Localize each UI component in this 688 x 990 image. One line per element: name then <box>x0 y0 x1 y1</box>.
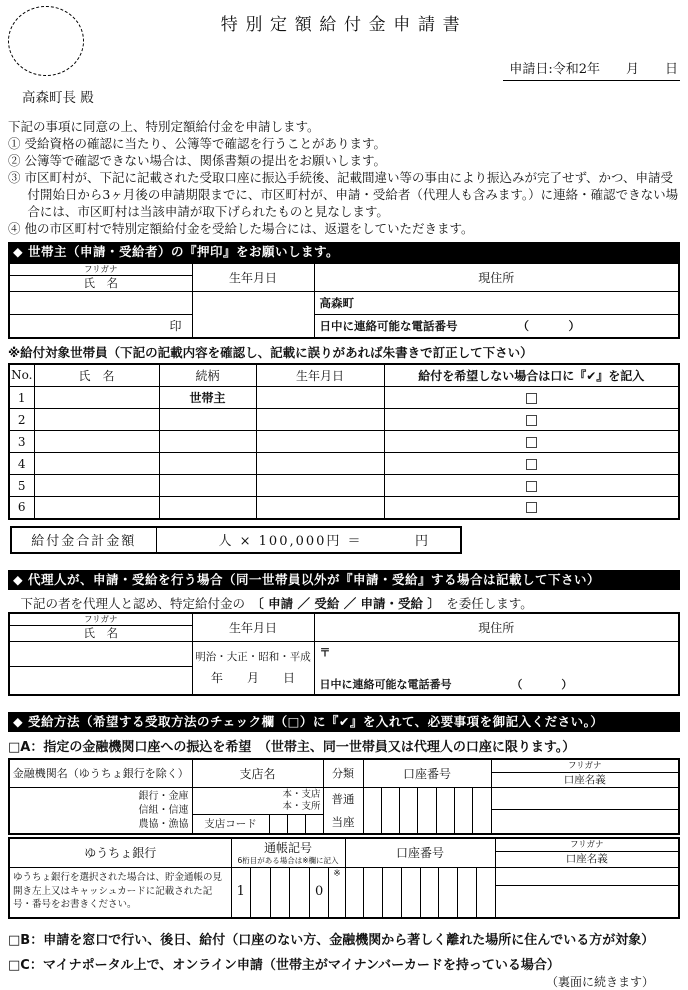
no-benefit-checkbox[interactable] <box>526 437 537 448</box>
total-formula[interactable]: 人 × 100,000円 ＝ <box>218 534 363 549</box>
member-name-input[interactable] <box>34 497 159 519</box>
agent-phone-input[interactable]: （ ） <box>511 677 587 691</box>
yucho-account-digit-box[interactable] <box>457 868 476 917</box>
application-date-field[interactable]: 申請日:令和2年 月 日 <box>503 58 680 81</box>
yucho-account-digit-box[interactable] <box>401 868 420 917</box>
holder-furigana-input[interactable] <box>492 788 679 810</box>
member-no: 3 <box>9 431 34 453</box>
member-row <box>9 497 679 519</box>
householder-phone-label: 日中に連絡可能な電話番号 <box>319 318 458 333</box>
yucho-account-table <box>8 837 680 919</box>
yucho-account-digit-box[interactable] <box>476 868 495 917</box>
option-a-checkbox-line[interactable]: □A：指定の金融機関口座への振込を希望 （世帯主、同一世帯員又は代理人の口座に限ります。） <box>8 739 576 755</box>
agent-phone-label: 日中に連絡可能な電話番号 <box>319 677 452 691</box>
no-benefit-checkbox[interactable] <box>526 481 537 492</box>
member-birthdate-input[interactable] <box>256 387 384 409</box>
yucho-account-number-label: 口座番号 <box>345 838 495 868</box>
member-no: 4 <box>9 453 34 475</box>
yucho-holder-furigana-input[interactable] <box>496 868 679 886</box>
passbook-symbol-label: 通帳記号 <box>263 840 312 855</box>
col-header-relation: 続柄 <box>159 364 256 387</box>
no-benefit-checkbox[interactable] <box>526 415 537 426</box>
yucho-bank-label: ゆうちょ銀行 <box>9 838 231 868</box>
page-title: 特別定額給付金申請書 <box>220 15 468 35</box>
member-row <box>9 431 679 453</box>
member-no: 6 <box>9 497 34 519</box>
addressee: 高森町長 殿 <box>22 90 94 106</box>
col-header-birthdate: 生年月日 <box>256 364 384 387</box>
account-digit-box[interactable] <box>399 788 417 833</box>
form-header <box>8 6 680 110</box>
member-row <box>9 387 679 409</box>
yucho-account-digit-box[interactable] <box>363 868 382 917</box>
members-note: ※給付対象世帯員（下記の記載内容を確認し、記載に誤りがあれば朱書きで訂正して下さい） <box>8 344 533 360</box>
agreement-text <box>8 118 680 237</box>
note-3: ③ 市区町村が、下記に記載された受取口座に振込手続後、記載間違い等の事由により振込みが完了せず、かつ、申請受付開始日から3ヶ月後の申請期限までに、市区町村が、申請・受給者（代理人も含みます。）に連絡・確認できない場合には、市区町村は当該申請が取下げられたものと見なします。 <box>8 170 679 219</box>
total-unit: 円 <box>414 534 428 549</box>
seal-label: 印 <box>169 319 182 334</box>
member-no: 1 <box>9 387 34 409</box>
section-header-householder: ◆ 世帯主（申請・受給者）の『押印』をお願いします。 <box>8 242 680 262</box>
institution-type[interactable]: 農協・漁協 <box>138 818 189 830</box>
member-birthdate-input[interactable] <box>256 475 384 497</box>
branch-code-digit-box[interactable] <box>305 815 323 833</box>
ymd-line[interactable]: 年 月 日 <box>210 670 295 685</box>
passbook-digit-box[interactable]: 1 <box>236 884 245 899</box>
account-digit-box[interactable] <box>364 788 381 833</box>
col-header-no-benefit: 給付を希望しない場合は口に『✔』を記入 <box>384 364 679 387</box>
account-digit-box[interactable] <box>417 788 435 833</box>
yucho-account-digit-box[interactable] <box>346 868 364 917</box>
account-digit-box[interactable] <box>454 788 472 833</box>
householder-name-seal-cell[interactable] <box>9 315 192 338</box>
total-amount-label: 給付金合計金額 <box>11 527 156 553</box>
no-benefit-checkbox[interactable] <box>526 459 537 470</box>
class-label: 分類 <box>323 759 363 788</box>
passbook-digit-box[interactable] <box>270 868 290 917</box>
member-name-input[interactable] <box>34 409 159 431</box>
householder-birthdate-input[interactable] <box>192 292 314 338</box>
householder-phone-input[interactable]: （ ） <box>517 318 595 333</box>
furigana-label: フリガナ <box>496 839 679 852</box>
address-label: 現住所 <box>314 263 679 292</box>
birthdate-label: 生年月日 <box>192 263 314 292</box>
account-number-label: 口座番号 <box>363 759 491 788</box>
member-name-input[interactable] <box>34 475 159 497</box>
passbook-digit-box[interactable] <box>250 868 270 917</box>
passbook-symbol-note: 6桁目がある場合は※欄に記入 <box>237 855 339 865</box>
branch-code-digit-box[interactable] <box>287 815 305 833</box>
agent-address-input[interactable] <box>314 641 679 695</box>
member-relation <box>159 409 256 431</box>
agent-name-input[interactable] <box>10 667 192 693</box>
delegation-pre: 下記の者を代理人と認め、特定給付金の <box>20 595 246 611</box>
member-row <box>9 453 679 475</box>
branch-code-label: 支店コード <box>204 817 257 830</box>
yucho-holder-name-input[interactable] <box>496 886 679 916</box>
member-relation <box>159 497 256 519</box>
branch-type[interactable]: 本・支店 <box>282 788 321 800</box>
yucho-account-digit-box[interactable] <box>438 868 457 917</box>
option-c-checkbox-line[interactable]: □C：マイナポータル上で、オンライン申請（世帯主がマイナンバーカードを持っている場合） <box>8 957 560 973</box>
agent-furigana-input[interactable] <box>10 642 192 667</box>
institution-name-input[interactable] <box>9 787 192 834</box>
account-digit-box[interactable] <box>381 788 399 833</box>
member-no: 5 <box>9 475 34 497</box>
yucho-account-digit-box[interactable] <box>382 868 401 917</box>
branch-name-input[interactable] <box>193 788 323 815</box>
branch-type[interactable]: 本・支所 <box>282 800 321 812</box>
continues-on-back-note: （裏面に続きます） <box>545 974 654 989</box>
branch-code-digit-box[interactable] <box>269 815 287 833</box>
agent-birthdate-input[interactable] <box>192 641 314 695</box>
passbook-sixth-digit-box[interactable]: ※ <box>328 868 344 917</box>
birthdate-label: 生年月日 <box>192 613 314 642</box>
members-table <box>8 363 680 520</box>
col-header-no: No. <box>9 364 34 387</box>
postal-mark: 〒 <box>319 645 331 659</box>
account-class-ordinary[interactable]: 普通 <box>331 791 355 806</box>
delegation-options[interactable]: 〔 申請 ／ 受給 ／ 申請・受給 〕 <box>257 595 434 611</box>
institution-label: 金融機関名（ゆうちょ銀行を除く） <box>9 759 192 788</box>
member-relation <box>159 453 256 475</box>
branch-label: 支店名 <box>192 759 323 788</box>
yucho-instruction: ゆうちょ銀行を選択された場合は、貯金通帳の見開き左上又はキャッシュカードに記載された記号・番号をお書きください。 <box>13 872 223 910</box>
yucho-account-digit-box[interactable] <box>420 868 439 917</box>
name-label: 氏 名 <box>83 276 118 290</box>
address-label: 現住所 <box>314 613 679 642</box>
member-relation <box>159 431 256 453</box>
member-no: 2 <box>9 409 34 431</box>
no-benefit-checkbox[interactable] <box>526 502 537 513</box>
passbook-digit-box[interactable]: 0 <box>309 868 329 917</box>
furigana-label: フリガナ <box>492 760 679 773</box>
account-digit-box[interactable] <box>472 788 490 833</box>
furigana-label: フリガナ <box>10 614 192 626</box>
member-row <box>9 475 679 497</box>
member-name-input[interactable] <box>34 453 159 475</box>
account-digit-box[interactable] <box>436 788 454 833</box>
householder-table <box>8 262 680 339</box>
name-label: 氏 名 <box>83 625 118 640</box>
institution-type[interactable]: 銀行・金庫 <box>138 790 189 802</box>
institution-type[interactable]: 信組・信連 <box>138 804 189 816</box>
holder-name-input[interactable] <box>492 810 679 833</box>
member-birthdate-input[interactable] <box>256 431 384 453</box>
col-header-name: 氏 名 <box>34 364 159 387</box>
householder-address-value: 高森町 <box>319 296 354 310</box>
section-header-payment: ◆ 受給方法（希望する受取方法のチェック欄（□）に『✔』を入れて、必要事項を御記入ください。） <box>8 712 680 732</box>
delegation-line <box>8 594 680 612</box>
member-birthdate-input[interactable] <box>256 409 384 431</box>
member-name-input[interactable] <box>34 431 159 453</box>
holder-label: 口座名義 <box>563 773 606 786</box>
member-relation <box>159 475 256 497</box>
member-birthdate-input[interactable] <box>256 453 384 475</box>
delegation-post: を委任します。 <box>446 595 533 611</box>
intro-lead: 下記の事項に同意の上、特別定額給付金を申請します。 <box>8 119 320 134</box>
note-1: ① 受給資格の確認に当たり、公簿等で確認を行うことがあります。 <box>8 136 386 151</box>
holder-label: 口座名義 <box>565 853 608 866</box>
bank-account-table <box>8 758 680 835</box>
member-relation: 世帯主 <box>159 387 256 409</box>
householder-furigana-input[interactable] <box>9 292 192 315</box>
member-birthdate-input[interactable] <box>256 497 384 519</box>
section-header-agent: ◆ 代理人が、申請・受給を行う場合（同一世帯員以外が『申請・受給』する場合は記載して下さい） <box>8 570 680 590</box>
note-4: ④ 他の市区町村で特別定額給付金を受給した場合には、返還をしていただきます。 <box>8 221 474 236</box>
member-row <box>9 409 679 431</box>
furigana-label: フリガナ <box>10 264 192 276</box>
note-2: ② 公簿等で確認できない場合は、関係書類の提出をお願いします。 <box>8 153 386 168</box>
account-class-current[interactable]: 当座 <box>331 814 355 829</box>
era-options[interactable]: 明治・大正・昭和・平成 <box>195 650 311 663</box>
member-name-input[interactable] <box>34 387 159 409</box>
passbook-digit-box[interactable] <box>289 868 309 917</box>
no-benefit-checkbox[interactable] <box>526 393 537 404</box>
agent-table <box>8 612 680 696</box>
option-b-checkbox-line[interactable]: □B：申請を窓口で行い、後日、給付（口座のない方、金融機関から著しく離れた場所に住んでいる方が対象） <box>8 932 655 948</box>
total-amount-table <box>10 526 462 554</box>
